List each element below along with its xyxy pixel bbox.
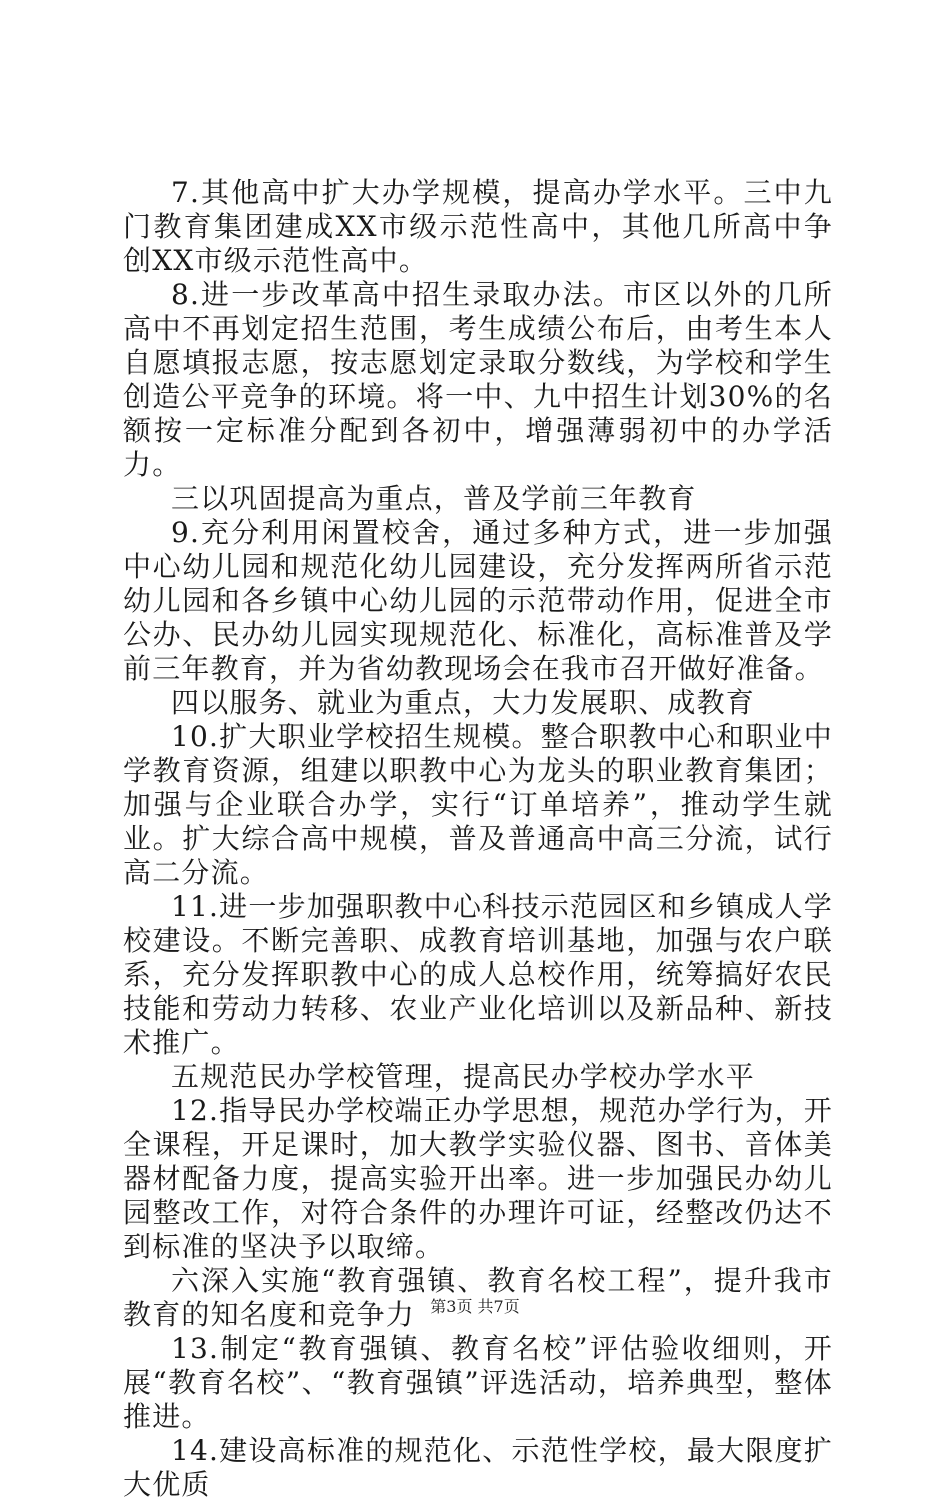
section-heading-5: 五规范民办学校管理，提高民办学校办学水平 [171, 1060, 756, 1093]
paragraph-13: 13.制定“教育强镇、教育名校”评估验收细则，开展“教育名校”、“教育强镇”评选活动，培养典型，整体推进。 [123, 1332, 833, 1433]
section-heading-4: 四以服务、就业为重点，大力发展职、成教育 [171, 686, 756, 719]
paragraph-10: 10.扩大职业学校招生规模。整合职教中心和职业中学教育资源，组建以职教中心为龙头的职业教育集团；加强与企业联合办学，实行“订单培养”，推动学生就业。扩大综合高中规模，普及普通高中高三分流，试行高二分流。 [123, 720, 833, 889]
paragraph-14: 14.建设高标准的规范化、示范性学校，最大限度扩大优质 [123, 1434, 833, 1501]
paragraph-12: 12.指导民办学校端正办学思想，规范办学行为，开全课程，开足课时，加大教学实验仪器、图书、音体美器材配备力度，提高实验开出率。进一步加强民办幼儿园整改工作，对符合条件的办理许可证，经整改仍达不到标准的坚决予以取缔。 [123, 1094, 833, 1263]
paragraph-7: 7.其他高中扩大办学规模，提高办学水平。三中九门教育集团建成XX市级示范性高中，其他几所高中争创XX市级示范性高中。 [123, 176, 833, 277]
paragraph-8: 8.进一步改革高中招生录取办法。市区以外的几所高中不再划定招生范围，考生成绩公布后，由考生本人自愿填报志愿，按志愿划定录取分数线，为学校和学生创造公平竞争的环境。将一中、九中招生计划30%的名额按一定标准分配到各初中，增强薄弱初中的办学活力。 [123, 278, 833, 481]
section-heading-6: 六深入实施“教育强镇、教育名校工程”，提升我市教育的知名度和竞争力 [123, 1264, 833, 1331]
section-heading-3: 三以巩固提高为重点，普及学前三年教育 [171, 482, 697, 515]
page-number-footer: 第3页 共7页 [430, 1297, 520, 1316]
paragraph-9: 9.充分利用闲置校舍，通过多种方式，进一步加强中心幼儿园和规范化幼儿园建设，充分发挥两所省示范幼儿园和各乡镇中心幼儿园的示范带动作用，促进全市公办、民办幼儿园实现规范化、标准化，高标准普及学前三年教育，并为省幼教现场会在我市召开做好准备。 [123, 516, 833, 685]
paragraph-11: 11.进一步加强职教中心科技示范园区和乡镇成人学校建设。不断完善职、成教育培训基地，加强与农户联系，充分发挥职教中心的成人总校作用，统筹搞好农民技能和劳动力转移、农业产业化培训以及新品种、新技术推广。 [123, 890, 833, 1059]
